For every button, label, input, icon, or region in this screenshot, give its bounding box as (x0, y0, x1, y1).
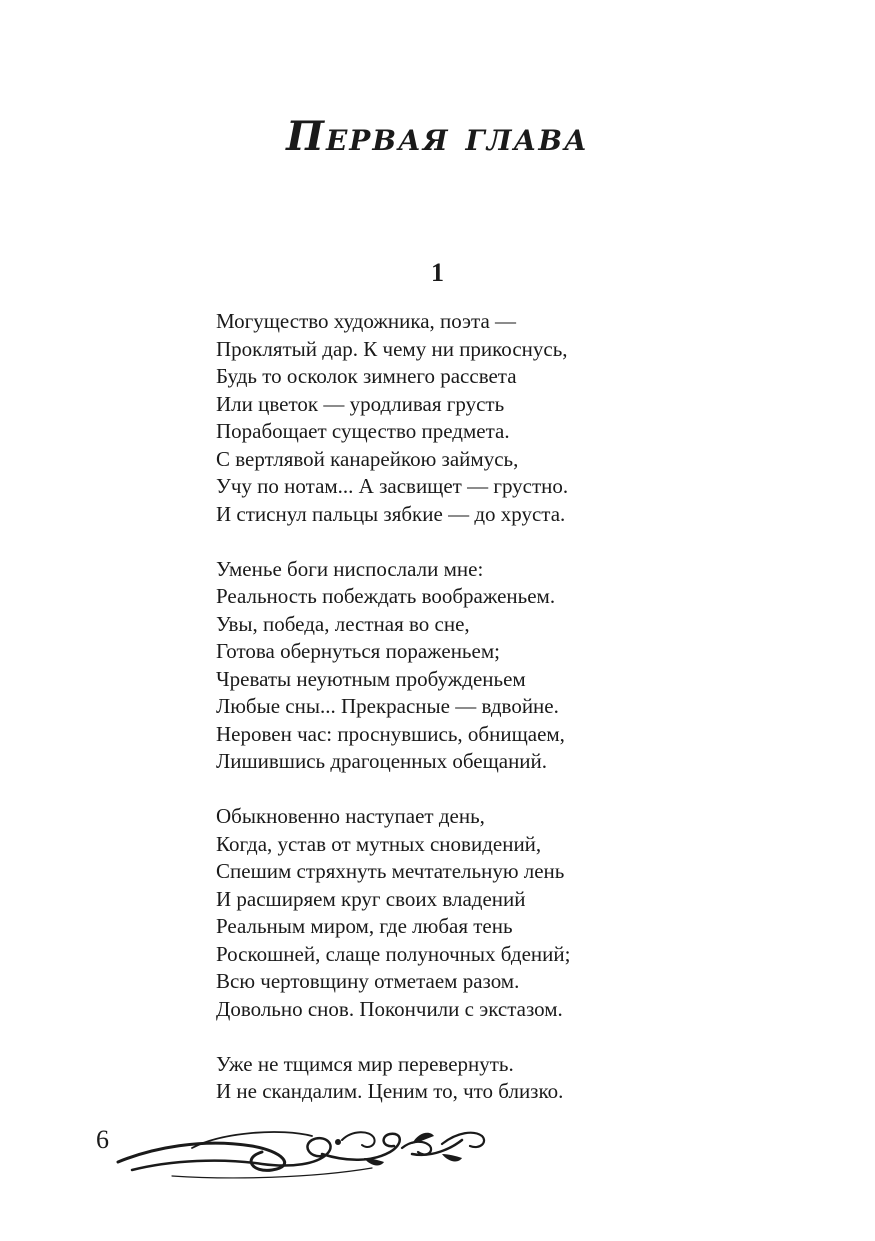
poem-line: Увы, победа, лестная во сне, (216, 611, 470, 636)
poem-line: И стиснул пальцы зябкие — до хруста. (216, 501, 566, 526)
flourish-ornament-icon (112, 1118, 492, 1188)
poem-line: Уменье боги ниспослали мне: (216, 556, 484, 581)
poem (216, 308, 776, 1133)
section-number: 1 (431, 258, 444, 287)
stanza-3 (216, 803, 776, 1023)
poem-line: Будь то осколок зимнего рассвета (216, 364, 517, 388)
stanza-4 (216, 1051, 776, 1106)
poem-line: Когда, устав от мутных сновидений, (216, 831, 542, 856)
poem-line: Уже не тщимся мир перевернуть. (216, 1051, 514, 1076)
poem-line: Готова обернуться пораженьем; (216, 639, 500, 663)
poem-line: С вертлявой канарейкою займусь, (216, 446, 519, 471)
poem-line: Чреваты неуютным пробужденьем (216, 666, 526, 691)
chapter-title: Первая глава (286, 113, 589, 160)
poem-line: Лишившись драгоценных обещаний. (216, 749, 548, 773)
poem-line: Спешим стряхнуть мечтательную лень (216, 859, 565, 883)
stanza-1 (216, 308, 776, 528)
stanza-2 (216, 556, 776, 776)
poem-line: Порабощает существо предмета. (216, 419, 510, 443)
poem-line: Или цветок — уродливая грусть (216, 391, 505, 416)
poem-line: Реальным миром, где любая тень (216, 914, 513, 938)
poem-line: И расширяем круг своих владений (216, 886, 526, 911)
poem-line: Проклятый дар. К чему ни прикоснусь, (216, 336, 568, 361)
poem-line: Роскошней, слаще полуночных бдений; (216, 941, 571, 966)
poem-line: Любые сны... Прекрасные — вдвойне. (216, 694, 559, 718)
poem-line: Могущество художника, поэта — (216, 309, 517, 333)
poem-line: И не скандалим. Ценим то, что близко. (216, 1079, 564, 1103)
poem-line: Всю чертовщину отметаем разом. (216, 969, 520, 993)
poem-line: Обыкновенно наступает день, (216, 804, 485, 828)
page-number: 6 (96, 1125, 109, 1154)
poem-line: Довольно снов. Покончили с экстазом. (216, 996, 563, 1021)
poem-line: Неровен час: проснувшись, обнищаем, (216, 721, 565, 746)
poem-line: Реальность побеждать воображеньем. (216, 584, 556, 608)
poem-line: Учу по нотам... А засвищет — грустно. (216, 474, 569, 498)
